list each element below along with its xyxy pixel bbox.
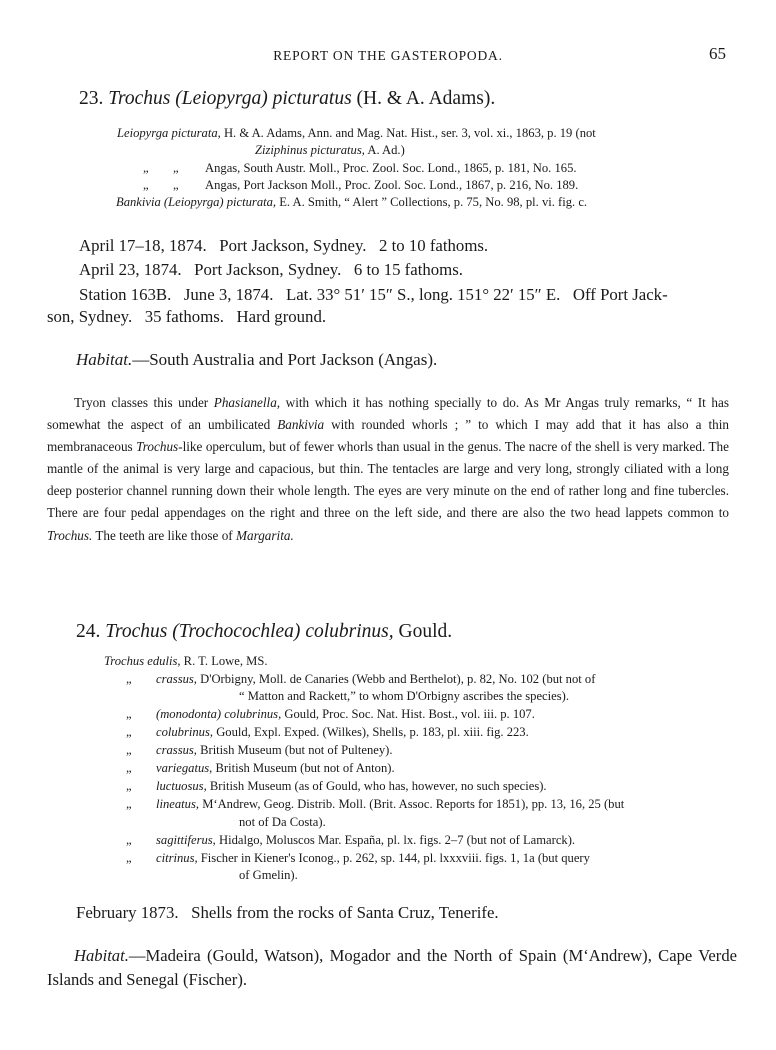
synonym-line xyxy=(126,743,393,758)
para-italic: Trochus. xyxy=(47,527,93,543)
para-italic: Bankivia xyxy=(277,417,325,433)
ditto-mark: „ xyxy=(173,178,179,192)
para-text: with which it has nothing specially to do. As Mr Angas truly remarks, “ It has somewhat the aspect of an umbilicated xyxy=(47,395,729,433)
ditto-mark: „ xyxy=(126,797,132,811)
species-24-heading xyxy=(76,621,452,643)
synonym-name: luctuosus, xyxy=(156,779,207,793)
para-text: with rounded whorls ; ” to which I may add that it has also a thin membranaceous xyxy=(47,417,730,455)
habitat-text: —Madeira (Gould, Watson), Mogador and the North of Spain (M‘Andrew), Cape Verde Islands and Senegal (Fischer). xyxy=(47,946,737,989)
synonym-name: crassus, xyxy=(156,743,197,757)
running-header: REPORT ON THE GASTEROPODA. xyxy=(273,48,503,63)
species-name: picturatus xyxy=(272,88,352,109)
synonym-line xyxy=(239,868,298,883)
synonym-ref: H. & A. Adams, Ann. and Mag. Nat. Hist., ser. 3, vol. xi., 1863, p. 19 (not xyxy=(223,126,596,140)
ditto-mark: „ xyxy=(126,761,132,775)
ditto-mark: „ xyxy=(143,178,149,192)
synonym-ref: R. T. Lowe, MS. xyxy=(183,654,268,668)
synonym-line xyxy=(126,797,624,812)
subgenus-name: (Trochocochlea) xyxy=(172,621,301,642)
synonym-ref: E. A. Smith, “ Alert ” Collections, p. 75, No. 98, pl. vi. fig. c. xyxy=(279,195,588,209)
synonym-ref: Hidalgo, Moluscos Mar. España, pl. lx. figs. 2–7 (but not of Lamarck). xyxy=(218,833,576,847)
synonym-ref: not of Da Costa). xyxy=(239,815,326,829)
synonym-line xyxy=(126,779,547,794)
genus-name: Trochus xyxy=(108,88,171,109)
synonym-ref: A. Ad.) xyxy=(367,143,405,157)
synonym-line xyxy=(239,815,326,830)
synonym-ref: Angas, Port Jackson Moll., Proc. Zool. Soc. Lond., 1867, p. 216, No. 189. xyxy=(205,178,579,192)
synonym-line xyxy=(126,833,575,848)
synonym-name: Bankivia (Leiopyrga) picturata, xyxy=(116,195,277,209)
synonym-ref: M‘Andrew, Geog. Distrib. Moll. (Brit. Assoc. Reports for 1851), pp. 13, 16, 25 (but xyxy=(202,797,625,811)
ditto-mark: „ xyxy=(126,851,132,865)
synonym-name: Trochus edulis, xyxy=(104,654,181,668)
species-number: 24. xyxy=(76,621,101,642)
synonym-ref: British Museum (but not of Pulteney). xyxy=(200,743,393,757)
species-authority: (H. & A. Adams). xyxy=(356,88,496,109)
ditto-mark: „ xyxy=(126,743,132,757)
synonym-ref: “ Matton and Rackett,” to whom D'Orbigny ascribes the species). xyxy=(239,689,569,703)
synonym-name: lineatus, xyxy=(156,797,200,811)
synonym-line xyxy=(126,725,529,740)
synonym-name: sagittiferus, xyxy=(156,833,216,847)
ditto-mark: „ xyxy=(126,707,132,721)
synonym-ref: Angas, South Austr. Moll., Proc. Zool. Soc. Lond., 1865, p. 181, No. 165. xyxy=(205,161,577,175)
synonym-ref: Gould, Proc. Soc. Nat. Hist. Bost., vol. iii. p. 107. xyxy=(284,707,535,721)
synonym-line xyxy=(239,689,569,704)
para-text: The teeth are like those of xyxy=(92,527,236,543)
species-23-heading xyxy=(79,88,495,110)
synonym-name: Ziziphinus picturatus, xyxy=(255,143,365,157)
genus-name: Trochus xyxy=(105,621,168,642)
locality-line: son, Sydney. 35 fathoms. Hard ground. xyxy=(47,307,327,326)
synonym-ref: D'Orbigny, Moll. de Canaries (Webb and Berthelot), p. 82, No. 102 (but not of xyxy=(200,672,596,686)
synonym-line xyxy=(126,707,535,722)
habitat-text: —South Australia and Port Jackson (Angas). xyxy=(132,350,438,369)
synonym-ref: Fischer in Kiener's Iconog., p. 262, sp. 144, pl. lxxxviii. figs. 1, 1a (but query xyxy=(200,851,590,865)
subgenus-name: (Leiopyrga) xyxy=(175,88,268,109)
species-number: 23. xyxy=(79,88,104,109)
synonym-line xyxy=(104,654,268,669)
synonym-ref: of Gmelin). xyxy=(239,868,298,882)
habitat-label: Habitat. xyxy=(76,350,133,369)
synonym-line xyxy=(255,143,405,158)
synonym-name: citrinus, xyxy=(156,851,198,865)
ditto-mark: „ xyxy=(173,161,179,175)
ditto-mark: „ xyxy=(126,725,132,739)
locality-line: Station 163B. June 3, 1874. Lat. 33° 51′ 15″ S., long. 151° 22′ 15″ E. Off Port Jack- xyxy=(79,285,668,304)
habitat-line xyxy=(47,944,737,992)
para-text: -like operculum, but of fewer whorls than usual in the genus. The nacre of the shell is very marked. The mantle of the animal is very large and capacious, but thin. The tentacles are large and very long, strongly ciliated with a long deep posterior channel running down their whole length. The eyes are very minute on the end of rather long and fine tubercles. There are four pedal appendages on the right and three on the left side, and there are also the two head lappets common to xyxy=(47,439,729,521)
para-italic: Trochus xyxy=(136,439,179,455)
para-italic: Phasianella, xyxy=(213,395,281,410)
synonym-line xyxy=(116,195,587,210)
synonym-ref: Gould, Expl. Exped. (Wilkes), Shells, p. 183, pl. xiii. fig. 223. xyxy=(216,725,529,739)
locality-line: February 1873. Shells from the rocks of Santa Cruz, Tenerife. xyxy=(76,903,499,922)
synonym-line xyxy=(126,761,395,776)
ditto-mark: „ xyxy=(143,161,149,175)
synonym-name: crassus, xyxy=(156,672,197,686)
synonym-name: colubrinus, xyxy=(156,725,214,739)
synonym-line xyxy=(143,161,577,176)
para-text: Tryon classes this under xyxy=(74,395,214,410)
synonym-ref: British Museum (but not of Anton). xyxy=(215,761,395,775)
synonym-line xyxy=(143,178,578,193)
synonym-line xyxy=(126,851,590,866)
synonym-name: Leiopyrga picturata, xyxy=(117,126,221,140)
locality-line: April 17–18, 1874. Port Jackson, Sydney. 2 to 10 fathoms. xyxy=(79,236,489,255)
ditto-mark: „ xyxy=(126,672,132,686)
synonym-name: variegatus, xyxy=(156,761,213,775)
para-italic: Margarita. xyxy=(235,527,294,543)
ditto-mark: „ xyxy=(126,833,132,847)
locality-line: April 23, 1874. Port Jackson, Sydney. 6 to 15 fathoms. xyxy=(79,260,463,279)
synonym-ref: British Museum (as of Gould, who has, however, no such species). xyxy=(209,779,547,793)
page-number: 65 xyxy=(709,44,726,63)
synonym-line xyxy=(126,672,595,687)
synonym-line xyxy=(117,126,596,141)
species-authority: Gould. xyxy=(398,621,453,642)
ditto-mark: „ xyxy=(126,779,132,793)
species-name: colubrinus, xyxy=(305,621,394,642)
habitat-line xyxy=(76,350,437,370)
habitat-label: Habitat. xyxy=(74,946,129,965)
synonym-name: (monodonta) colubrinus, xyxy=(156,707,282,721)
description-paragraph xyxy=(47,392,729,547)
